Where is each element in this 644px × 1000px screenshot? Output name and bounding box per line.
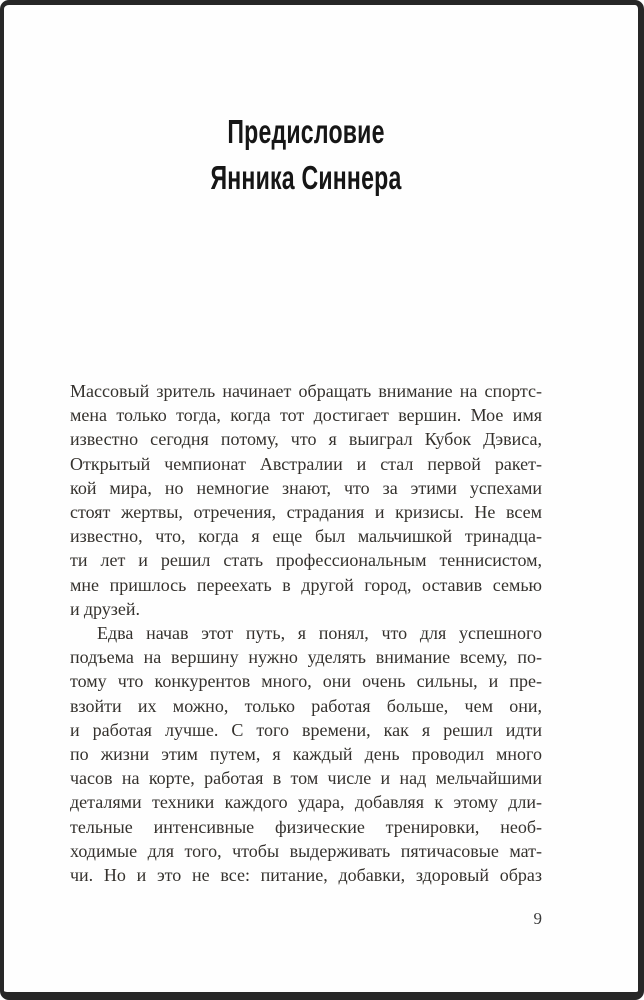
text-line: ходимые для того, чтобы выдерживать пятичасовые мат- <box>70 840 542 861</box>
text-line: Открытый чемпионат Австралии и стал первой ракет- <box>70 453 542 474</box>
text-column <box>68 5 544 992</box>
text-line: тому что конкурентов много, они очень сильны, и пре- <box>70 671 542 692</box>
text-line: и работая лучше. С того времени, как я решил идти <box>70 719 542 740</box>
text-line: мена только тогда, когда тот достигает вершин. Мое имя <box>70 405 542 426</box>
text-line: и друзей. <box>70 598 140 619</box>
text-line: ти лет и решил стать профессиональным теннисистом, <box>70 550 542 571</box>
text-line: мне пришлось переехать в другой город, оставив семью <box>70 574 542 595</box>
text-line: подъема на вершину нужно уделять внимание всему, по- <box>70 647 542 668</box>
text-line: стоят жертвы, отречения, страдания и кризисы. Не всем <box>70 502 542 523</box>
text-line: кой мира, но немногие знают, что за этими успехами <box>70 477 542 498</box>
paragraph-2 <box>70 621 542 887</box>
text-line: деталями техники каждого удара, добавляя к этому дли- <box>70 792 542 813</box>
body-text <box>70 379 542 887</box>
chapter-title <box>68 109 544 201</box>
paragraph-1 <box>70 379 542 621</box>
text-line: тельные интенсивные физические тренировки, необ- <box>70 816 542 837</box>
text-line: Массовый зритель начинает обращать внимание на спортс- <box>70 381 542 401</box>
text-line: известно, что, когда я еще был мальчишкой тринадца- <box>70 526 542 547</box>
page-number: 9 <box>533 909 542 928</box>
text-line: часов на корте, работая в том числе и над мельчайшими <box>70 768 542 789</box>
text-line: Едва начав этот путь, я понял, что для успешного <box>97 623 542 644</box>
text-line: чи. Но и это не все: питание, добавки, здоровый образ <box>70 865 542 886</box>
text-line: взойти их можно, только работая больше, чем они, <box>70 695 542 716</box>
text-line: по жизни этим путем, я каждый день проводил много <box>70 744 542 765</box>
chapter-title-line-2: Янника Синнера <box>210 159 402 196</box>
chapter-title-line-1: Предисловие <box>227 113 385 150</box>
text-line: известно сегодня потому, что я выиграл Кубок Дэвиса, <box>70 429 542 450</box>
